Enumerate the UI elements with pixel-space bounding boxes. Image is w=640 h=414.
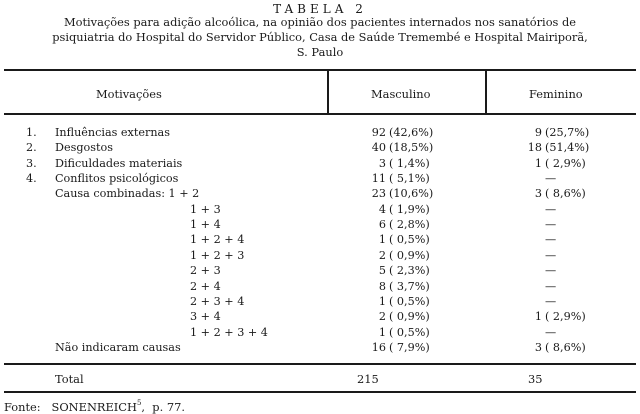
- masculino-value: 40: [371, 141, 386, 155]
- row-label: 2 + 3: [190, 264, 221, 278]
- row-label: Conflitos psicológicos: [55, 172, 179, 186]
- feminino-percent: ( 8,6%): [545, 187, 586, 201]
- masculino-percent: ( 0,9%): [389, 310, 430, 324]
- masculino-percent: ( 2,3%): [389, 264, 430, 278]
- table-row: [0, 248, 640, 263]
- table-label: TABELA 2: [273, 2, 367, 16]
- row-label: 1 + 2 + 3: [190, 248, 245, 262]
- masculino-percent: (42,6%): [389, 126, 434, 139]
- row-label: 1 + 2 + 4: [190, 233, 245, 247]
- row-label: Desgostos: [55, 141, 113, 155]
- row-label: Não indicaram causas: [55, 340, 181, 354]
- bottom-rule: [4, 391, 636, 393]
- row-label: 2 + 4: [190, 279, 221, 293]
- feminino-percent: —: [545, 218, 557, 232]
- feminino-percent: —: [545, 202, 557, 216]
- row-label: 1 + 3: [190, 202, 221, 216]
- table-row: [0, 171, 640, 186]
- source-note: Fonte: SONENREICH$^5$, p. 77.: [4, 399, 185, 414]
- feminino-percent: —: [545, 325, 557, 339]
- table-row: [0, 217, 640, 232]
- feminino-percent: —: [545, 172, 557, 186]
- masculino-value: 6: [378, 218, 386, 232]
- masculino-value: 23: [371, 187, 386, 201]
- feminino-percent: —: [545, 248, 557, 262]
- table-row: [0, 125, 640, 140]
- caption-line: Motivações para adição alcoólica, na opinião dos pacientes internados nos sanatórios de: [63, 15, 577, 29]
- table-row: [0, 232, 640, 247]
- masculino-value: 2: [378, 310, 386, 324]
- masculino-value: 8: [378, 279, 386, 293]
- top-rule: [4, 69, 636, 71]
- row-label: Causa combinadas: 1 + 2: [55, 187, 200, 201]
- masculino-value: 1: [378, 233, 386, 247]
- table-row: [0, 279, 640, 294]
- source-ref: 5: [136, 399, 142, 408]
- caption-line: S. Paulo: [296, 45, 344, 59]
- masculino-value: 92: [371, 126, 386, 139]
- header-divider-2: [485, 71, 487, 113]
- row-label: 1 + 2 + 3 + 4: [190, 325, 268, 339]
- masculino-percent: (10,6%): [389, 187, 434, 201]
- masculino-percent: ( 0,5%): [389, 233, 430, 247]
- row-number: 3.: [26, 156, 37, 170]
- masculino-percent: ( 1,4%): [389, 156, 430, 170]
- feminino-percent: ( 8,6%): [545, 340, 586, 354]
- total-feminino: 35: [528, 372, 543, 386]
- masculino-percent: ( 1,9%): [389, 202, 430, 216]
- feminino-percent: ( 2,9%): [545, 310, 586, 324]
- masculino-percent: ( 0,5%): [389, 325, 430, 339]
- row-label: Dificuldades materiais: [55, 156, 183, 170]
- row-number: 2.: [26, 141, 37, 155]
- feminino-value: 3: [534, 187, 542, 201]
- feminino-value: 9: [534, 126, 542, 139]
- row-label: 3 + 4: [190, 310, 221, 324]
- masculino-value: 1: [378, 325, 386, 339]
- source-author: SONENREICH: [51, 400, 137, 414]
- header-motivacoes: Motivações: [96, 87, 162, 101]
- row-label: 2 + 3 + 4: [190, 294, 245, 308]
- feminino-value: 1: [534, 156, 542, 170]
- masculino-percent: ( 2,8%): [389, 218, 430, 232]
- source-label: Fonte:: [4, 400, 41, 414]
- masculino-value: 3: [378, 156, 386, 170]
- feminino-percent: (25,7%): [545, 126, 590, 139]
- masculino-percent: ( 5,1%): [389, 172, 430, 186]
- table-row: [0, 325, 640, 340]
- feminino-percent: —: [545, 233, 557, 247]
- masculino-percent: (18,5%): [389, 141, 434, 155]
- table-row: [0, 202, 640, 217]
- masculino-value: 1: [378, 294, 386, 308]
- masculino-percent: ( 0,9%): [389, 248, 430, 262]
- header-divider-1: [327, 71, 329, 113]
- header-masculino: Masculino: [371, 87, 431, 101]
- feminino-value: 1: [534, 310, 542, 324]
- masculino-value: 5: [378, 264, 386, 278]
- table-row: [0, 263, 640, 278]
- row-label: Influências externas: [55, 126, 170, 139]
- table-row: [0, 140, 640, 155]
- header-rule: [4, 113, 636, 115]
- table-row: [0, 156, 640, 171]
- row-number: 4.: [26, 172, 37, 186]
- caption-line: psiquiatria do Hospital do Servidor Público, Casa de Saúde Tremembé e Hospital Mairiporã,: [52, 30, 588, 44]
- table-row: [0, 186, 640, 201]
- total-label: Total: [55, 372, 84, 386]
- total-rule: [4, 363, 636, 365]
- table-caption: [0, 15, 640, 60]
- masculino-value: 16: [371, 340, 386, 354]
- feminino-value: 3: [534, 340, 542, 354]
- table-row: [0, 340, 640, 355]
- table-row: [0, 309, 640, 324]
- masculino-percent: ( 3,7%): [389, 279, 430, 293]
- masculino-percent: ( 7,9%): [389, 340, 430, 354]
- masculino-percent: ( 0,5%): [389, 294, 430, 308]
- header-feminino: Feminino: [529, 87, 583, 101]
- masculino-value: 4: [378, 202, 386, 216]
- masculino-value: 2: [378, 248, 386, 262]
- feminino-percent: —: [545, 294, 557, 308]
- source-page: p. 77.: [152, 400, 185, 414]
- feminino-percent: ( 2,9%): [545, 156, 586, 170]
- feminino-value: 18: [527, 141, 542, 155]
- total-masculino: 215: [357, 372, 379, 386]
- feminino-percent: (51,4%): [545, 141, 590, 155]
- feminino-percent: —: [545, 264, 557, 278]
- row-label: 1 + 4: [190, 218, 221, 232]
- masculino-value: 11: [371, 172, 386, 186]
- feminino-percent: —: [545, 279, 557, 293]
- row-number: 1.: [26, 126, 37, 139]
- table-row: [0, 294, 640, 309]
